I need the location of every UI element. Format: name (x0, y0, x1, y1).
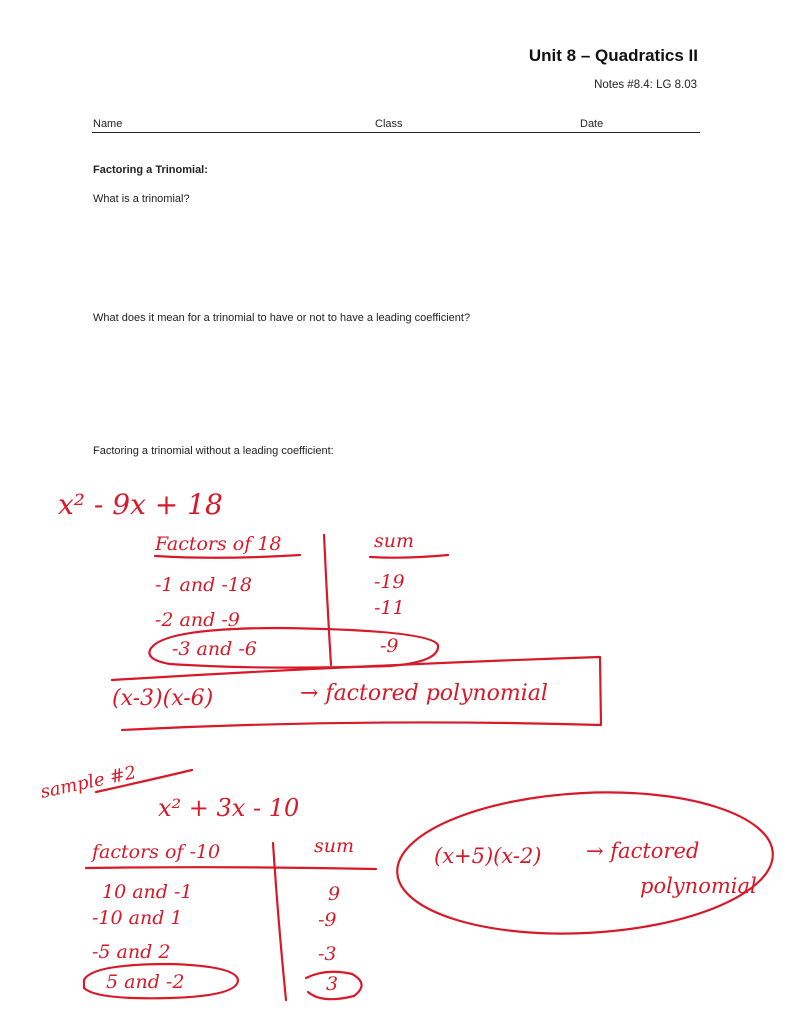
example2-row4-sum: 3 (326, 973, 339, 995)
example2-row2-factors: -10 and 1 (92, 907, 183, 929)
example2-answer-note: → factored (586, 839, 700, 863)
notes-reference: Notes #8.4: LG 8.03 (594, 79, 697, 91)
example1-row2-sum: -11 (374, 597, 405, 619)
section-title: Factoring a Trinomial: (93, 164, 208, 176)
example2-answer-note-2: polynomial (640, 874, 757, 898)
page-title: Unit 8 – Quadratics II (528, 46, 698, 65)
example2-table-header-line (86, 867, 376, 869)
example1-expression: x² - 9x + 18 (58, 488, 223, 521)
example1-factors-underline (155, 555, 300, 558)
example1-row2-factors: -2 and -9 (155, 609, 240, 631)
example1-sum-header: sum (374, 530, 415, 552)
example2-answer: (x+5)(x-2) (434, 844, 542, 868)
example1-table-divider (324, 535, 331, 665)
example1-answer: (x-3)(x-6) (112, 686, 214, 711)
example1-answer-note: → factored polynomial (300, 681, 548, 706)
example2-row2-sum: -9 (318, 909, 337, 931)
example1-row1-factors: -1 and -18 (155, 574, 252, 596)
example2-row3-factors: -5 and 2 (92, 941, 171, 963)
example2-expression: x² + 3x - 10 (158, 794, 300, 822)
question-leading-coefficient: What does it mean for a trinomial to have or not to have a leading coefficient? (93, 312, 471, 324)
example2-row4-factors: 5 and -2 (106, 971, 185, 993)
date-label: Date (580, 118, 604, 130)
example2-row1-sum: 9 (328, 883, 341, 905)
example1-sum-underline (370, 555, 448, 558)
question-factoring-without-coefficient: Factoring a trinomial without a leading coefficient: (93, 445, 334, 457)
example2-factors-header: factors of -10 (92, 841, 221, 863)
example1-row3-factors: -3 and -6 (172, 638, 257, 660)
name-label: Name (93, 118, 123, 130)
example1-row1-sum: -19 (374, 571, 405, 593)
example2-row1-factors: 10 and -1 (102, 881, 193, 903)
example2-label: sample #2 (38, 762, 139, 803)
example2-row3-sum: -3 (318, 943, 337, 965)
example1-row3-sum: -9 (380, 635, 399, 657)
question-trinomial: What is a trinomial? (93, 193, 190, 205)
class-label: Class (375, 118, 403, 130)
example1-factors-header: Factors of 18 (155, 533, 282, 555)
example2-sum-header: sum (314, 835, 355, 857)
